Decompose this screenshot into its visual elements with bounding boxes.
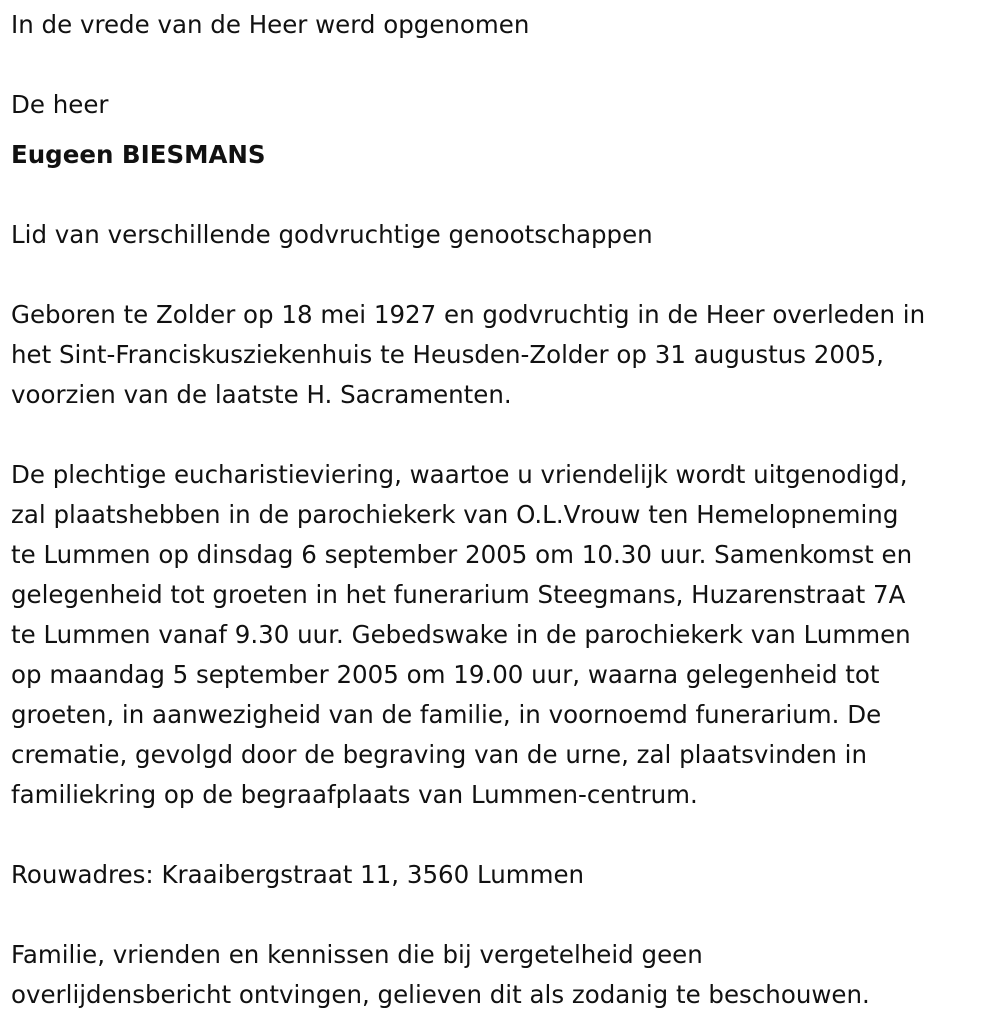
paragraph-line: crematie, gevolgd door de begraving van de urne, zal plaatsvinden in bbox=[11, 740, 867, 769]
membership-text: Lid van verschillende godvruchtige genootschappen bbox=[11, 220, 653, 249]
paragraph-line: te Lummen vanaf 9.30 uur. Gebedswake in de parochiekerk van Lummen bbox=[11, 620, 911, 649]
paragraph-line: gelegenheid tot groeten in het funerarium Steegmans, Huzarenstraat 7A bbox=[11, 580, 906, 609]
paragraph-line: Geboren te Zolder op 18 mei 1927 en godvruchtig in de Heer overleden in bbox=[11, 300, 926, 329]
paragraph-line: het Sint-Franciskusziekenhuis te Heusden-Zolder op 31 augustus 2005, bbox=[11, 340, 884, 369]
paragraph-line: zal plaatshebben in de parochiekerk van O.L.Vrouw ten Hemelopneming bbox=[11, 500, 899, 529]
salutation: De heer bbox=[11, 90, 109, 119]
paragraph-line: te Lummen op dinsdag 6 september 2005 om 10.30 uur. Samenkomst en bbox=[11, 540, 913, 569]
paragraph-line: Familie, vrienden en kennissen die bij vergetelheid geen bbox=[11, 940, 703, 969]
paragraph-line: overlijdensbericht ontvingen, gelieven dit als zodanig te beschouwen. bbox=[11, 980, 870, 1009]
paragraph-line: familiekring op de begraafplaats van Lummen-centrum. bbox=[11, 780, 698, 809]
paragraph-line: groeten, in aanwezigheid van de familie, in voornoemd funerarium. De bbox=[11, 700, 882, 729]
intro-text: In de vrede van de Heer werd opgenomen bbox=[11, 10, 530, 39]
paragraph-line: De plechtige eucharistieviering, waartoe u vriendelijk wordt uitgenodigd, bbox=[11, 460, 908, 489]
paragraph-line: op maandag 5 september 2005 om 19.00 uur, waarna gelegenheid tot bbox=[11, 660, 880, 689]
paragraph-line: voorzien van de laatste H. Sacramenten. bbox=[11, 380, 512, 409]
deceased-name: Eugeen BIESMANS bbox=[11, 140, 266, 169]
mourning-address: Rouwadres: Kraaibergstraat 11, 3560 Lummen bbox=[11, 860, 585, 889]
